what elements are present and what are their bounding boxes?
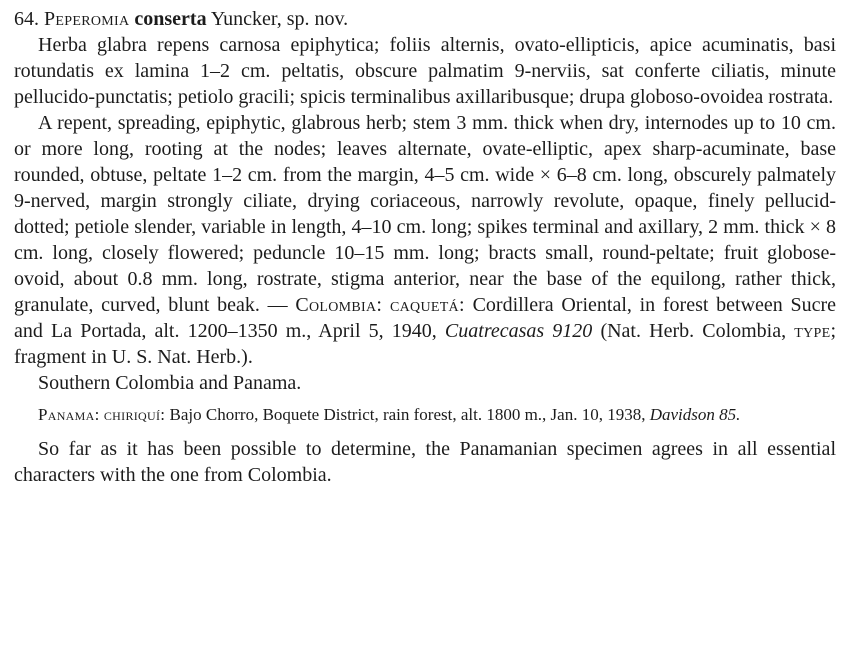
panama-country: Panama: — [38, 405, 100, 424]
panama-province: chiriquí: — [103, 405, 166, 424]
description-collector: Cuatrecasas 9120 — [444, 320, 593, 342]
genus-name: Peperomia — [44, 8, 130, 30]
specimen-note-open: (Nat. Herb. Colombia, — [600, 320, 787, 342]
type-label: type — [794, 320, 831, 342]
english-description — [14, 110, 836, 370]
section-gap — [14, 396, 836, 404]
specimen-note-close: ; fragment in U. S. Nat. Herb.). — [14, 320, 837, 368]
species-authority: Yuncker, sp. nov. — [210, 8, 349, 30]
panama-record — [14, 404, 836, 426]
latin-diagnosis: Herba glabra repens carnosa epiphytica; foliis alternis, ovato-ellipticis, apice acuminatis, basi rotundatis ex lamina 1–2 cm. peltatis, obscure palmatim 9-nerviis, sat conferte ciliatis, minute pellucido-punctatis; petiolo gracili; spicis terminalibus axillaribusque; drupa globoso-ovoidea rostrata. — [14, 34, 836, 108]
description-department: caquetá: — [389, 294, 465, 316]
species-epithet: conserta — [134, 8, 207, 30]
distribution-line: Southern Colombia and Panama. — [38, 372, 302, 394]
panama-locality: Bajo Chorro, Boquete District, rain forest, alt. 1800 m., Jan. 10, 1938, — [169, 405, 646, 424]
description-locality: Cordillera Oriental, in forest between Sucre and La Portada, alt. 1200–1350 m., April 5, 1940, — [14, 294, 837, 342]
description-text: A repent, spreading, epiphytic, glabrous herb; stem 3 mm. thick when dry, internodes up to 10 cm. or more long, rooting at the nodes; leaves alternate, ovate-elliptic, apex sharp-acuminate, base rounded, obtuse, peltate 1–2 cm. from the margin, 4–5 cm. wide × 6–8 cm. long, obscurely palmately 9-nerved, margin strongly ciliate, drying coriaceous, narrowly revolute, opaque, finely pellucid-dotted; petiole slender, variable in length, 4–10 cm. long; spikes terminal and axillary, 2 mm. thick × 8 cm. long, closely flowered; peduncle 10–15 mm. long; bracts small, round-peltate; fruit globose-ovoid, about 0.8 mm. long, rostrate, stigma anterior, near the base of the equilong, rather thick, granulate, curved, blunt beak. — — [14, 112, 836, 316]
closing-remark: So far as it has been possible to determine, the Panamanian specimen agrees in all essential characters with the one from Colombia. — [14, 438, 836, 486]
panama-collector: Davidson 85. — [649, 405, 741, 424]
section-gap — [14, 426, 836, 436]
description-country: Colombia: — [295, 294, 383, 316]
species-heading — [14, 6, 836, 32]
species-number: 64. — [14, 8, 39, 30]
